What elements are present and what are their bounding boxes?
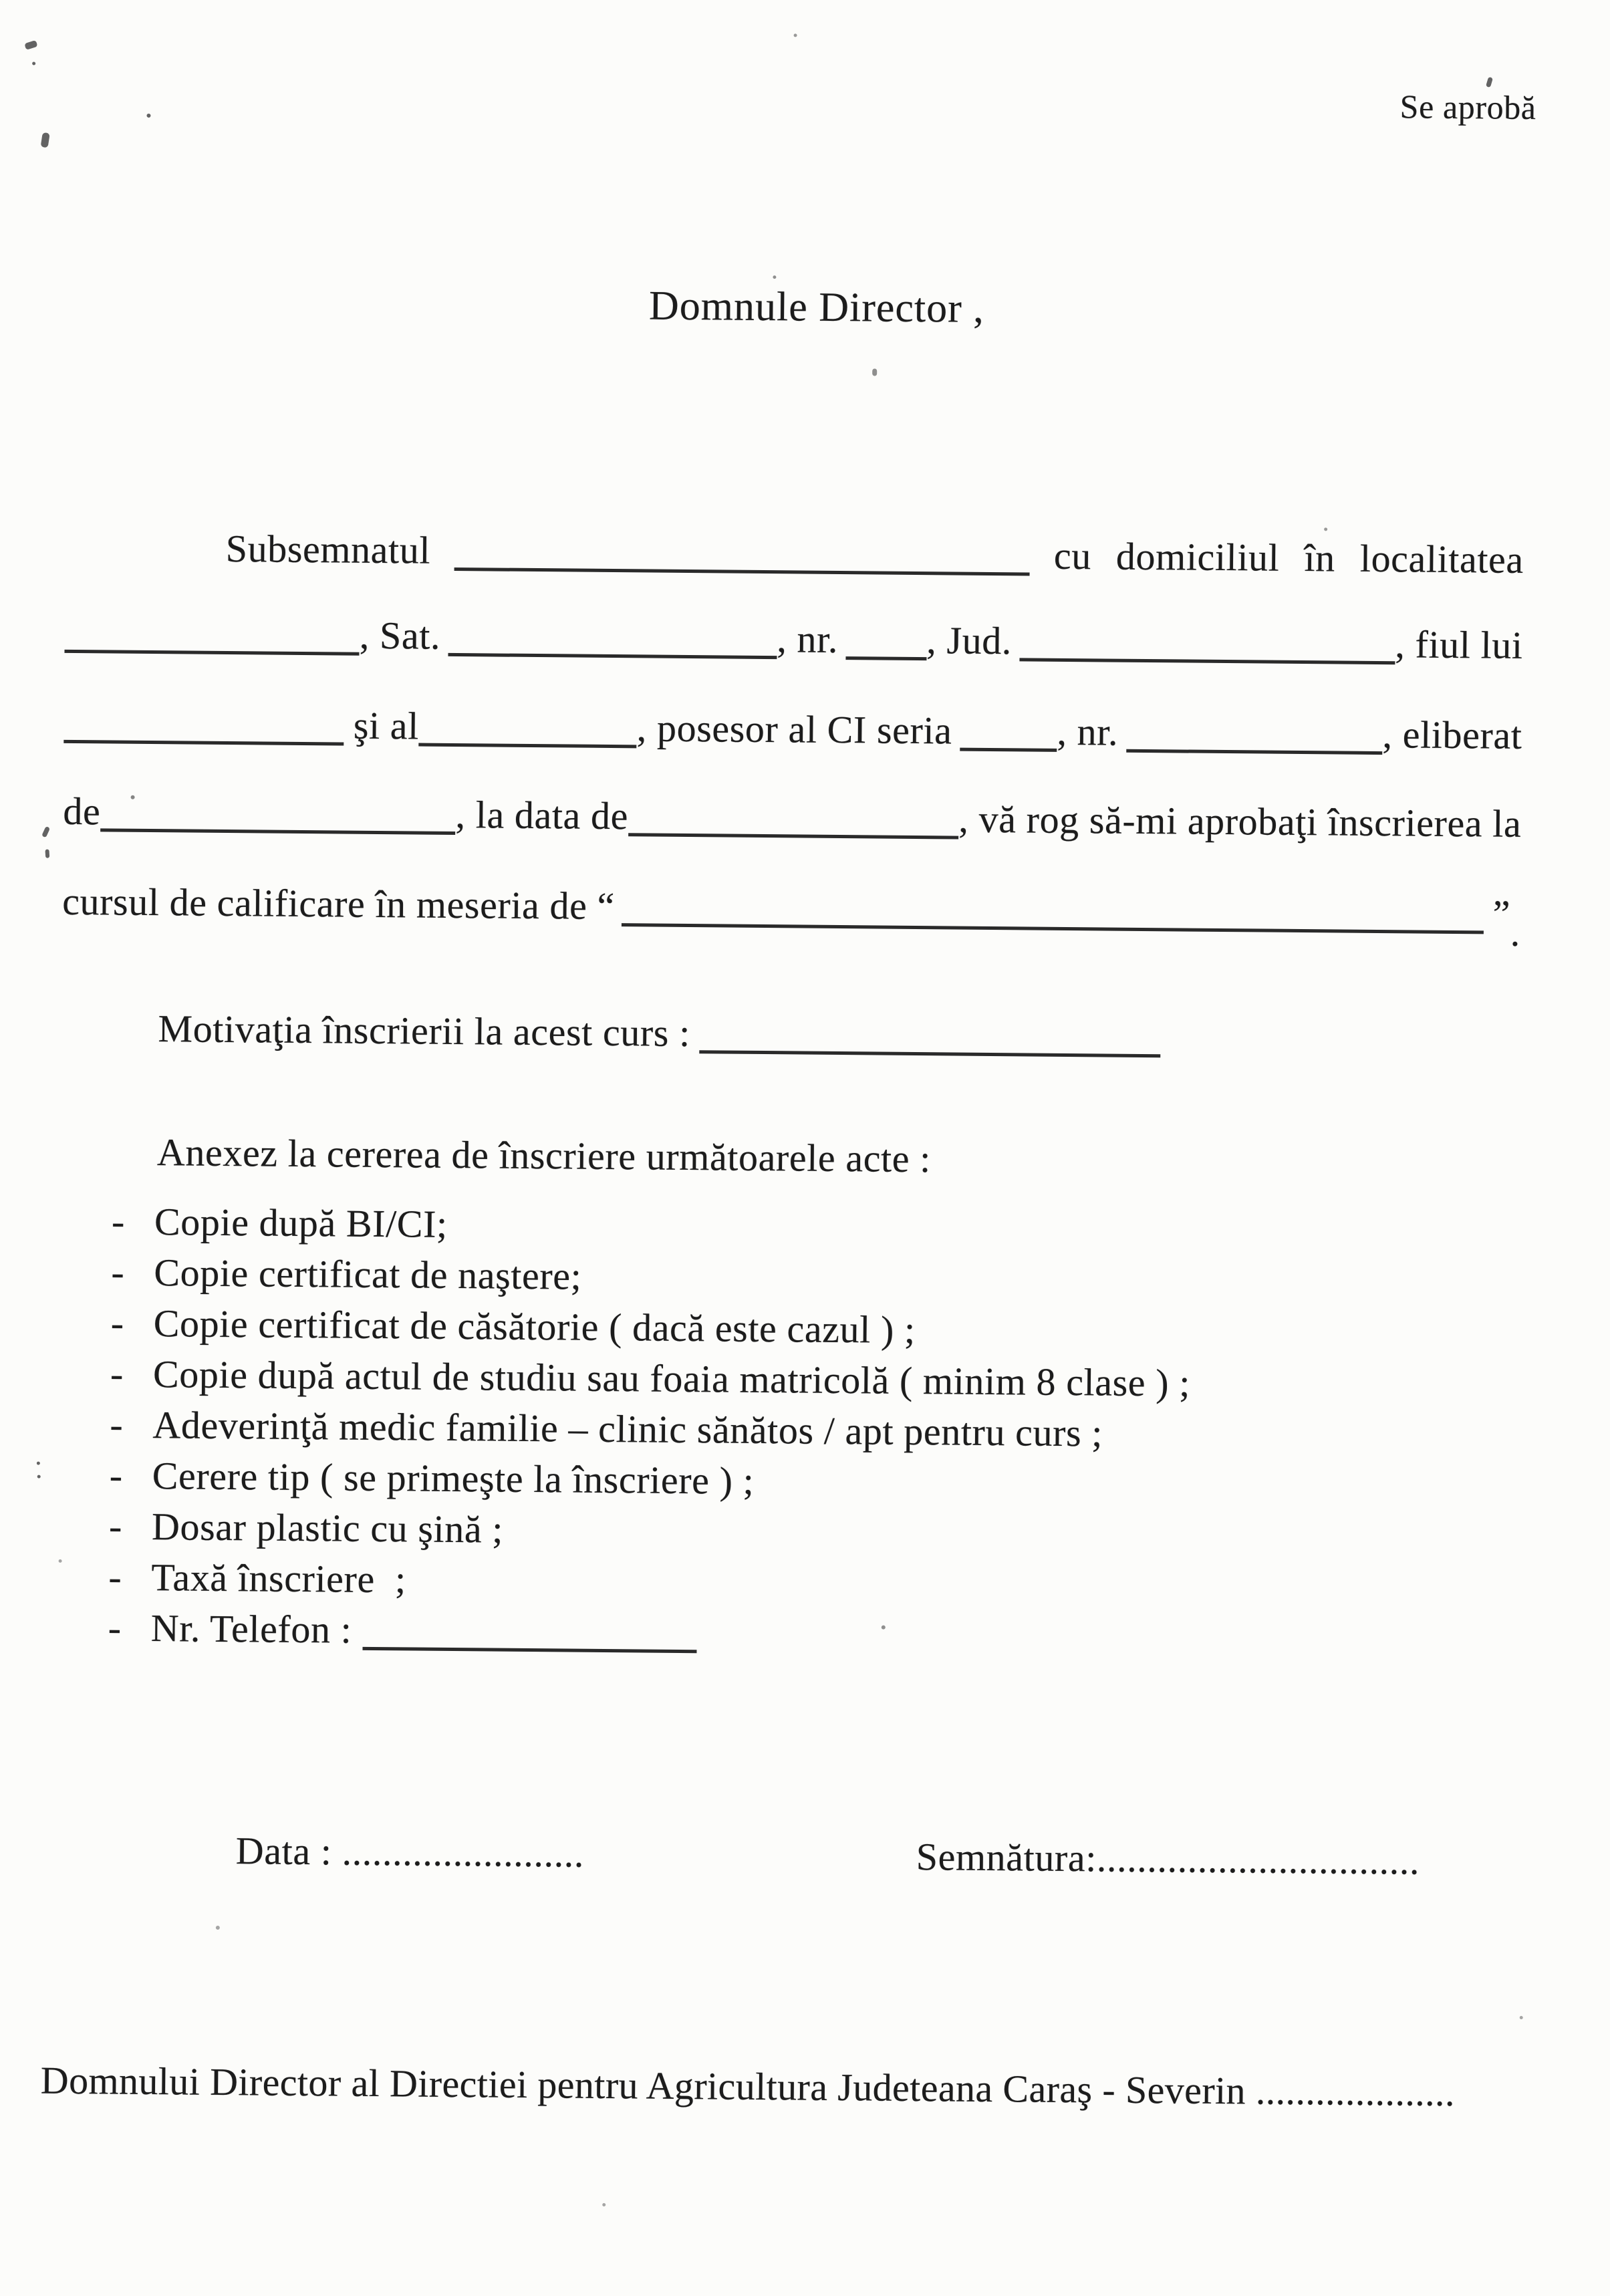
- line3-eliberat-label: , eliberat: [1382, 713, 1522, 757]
- scan-speck: [146, 114, 150, 118]
- scan-speck: [59, 1559, 62, 1563]
- list-item-label: Taxă înscriere ;: [151, 1555, 407, 1602]
- blank-field-issuer: [100, 820, 455, 835]
- dash-bullet: -: [111, 1199, 126, 1243]
- approval-stamp-label: Se aprobă: [1399, 88, 1536, 127]
- scan-speck: [37, 1475, 41, 1479]
- scan-speck: [872, 368, 877, 376]
- form-line-2: [64, 610, 1523, 669]
- blank-field-trade: [622, 915, 1484, 934]
- form-line-3: [63, 700, 1522, 759]
- line4-request-label: , vă rog să-mi aprobaţi înscrierea la: [958, 797, 1522, 846]
- closing-line: Domnului Director al Directiei pentru Agricultura Judeteana Caraş - Severin ....................: [40, 2058, 1456, 2115]
- dash-bullet: -: [110, 1301, 124, 1345]
- attachments-heading: Anexez la cererea de înscriere următoarele acte :: [156, 1130, 932, 1181]
- signature-label: Semnătura:................................: [916, 1835, 1420, 1883]
- dash-bullet: -: [110, 1402, 124, 1446]
- scan-speck: [32, 61, 35, 65]
- line3-nr-label: , nr.: [1057, 709, 1119, 754]
- form-line-5: [61, 878, 1521, 954]
- motivation-label: Motivaţia înscrierii la acest curs :: [158, 1007, 691, 1055]
- line2-nr-label: , nr.: [777, 617, 839, 661]
- dash-bullet: -: [108, 1504, 123, 1548]
- blank-field-village: [448, 645, 777, 659]
- scan-speck: [1520, 2016, 1523, 2019]
- line2-jud-label: , Jud.: [926, 618, 1013, 663]
- scan-speck: [37, 1462, 40, 1465]
- scan-speck: [131, 795, 135, 799]
- blank-field-issue-date: [628, 825, 959, 839]
- dash-bullet: -: [108, 1555, 122, 1599]
- scan-speck: [41, 132, 50, 148]
- scan-speck: [1324, 527, 1327, 531]
- date-label: Data : ........................: [235, 1829, 585, 1876]
- line4-ladata-label: , la data de: [455, 792, 629, 838]
- scan-speck: [24, 40, 37, 50]
- line1-label: Subsemnatul: [225, 526, 431, 572]
- form-line-1: [65, 524, 1524, 584]
- dash-bullet: -: [110, 1352, 124, 1396]
- list-item-label: Copie certificat de căsătorie ( dacă este cazul ) ;: [153, 1301, 916, 1352]
- scan-speck: [45, 849, 49, 858]
- list-item-label: Dosar plastic cu şină ;: [151, 1505, 504, 1551]
- line2-fiul-label: , fiul lui: [1395, 622, 1523, 667]
- dash-bullet: -: [108, 1606, 122, 1650]
- list-item-label: Adeverinţă medic familie – clinic sănătos / apt pentru curs ;: [152, 1403, 1103, 1455]
- line5-period: .: [1510, 910, 1521, 954]
- first-line-indent: [65, 560, 226, 561]
- scan-speck: [41, 826, 50, 838]
- line5-close-quote: ”: [1492, 892, 1511, 936]
- scan-speck: [216, 1926, 220, 1930]
- list-item-label: Copie după BI/CI;: [154, 1200, 448, 1246]
- blank-field-county: [1020, 650, 1395, 664]
- line5-course-label: cursul de calificare în meseria de “: [61, 879, 616, 928]
- list-item-label: Cerere tip ( se primeşte la înscriere ) ;: [152, 1454, 755, 1503]
- scan-speck: [773, 275, 776, 279]
- scan-speck: [794, 33, 797, 37]
- line1-tail: cu domiciliul în localitatea: [1053, 533, 1524, 582]
- list-item-label: Copie certificat de naştere;: [154, 1251, 582, 1298]
- scan-speck: [1486, 77, 1493, 88]
- attachments-list: [108, 1196, 1515, 1666]
- blank-field-ci-number: [1126, 741, 1383, 755]
- line3-ci-label: , posesor al CI seria: [636, 706, 952, 753]
- blank-field-locality: [64, 642, 359, 656]
- blank-field-number: [846, 648, 926, 660]
- blank-field-mother: [419, 735, 637, 749]
- line2-sat-label: , Sat.: [359, 613, 441, 658]
- line4-de-label: de: [63, 789, 101, 834]
- blank-field-phone: [362, 1639, 696, 1653]
- document-title: Domnule Director ,: [648, 283, 985, 332]
- blank-field-ci-series: [960, 740, 1057, 752]
- form-line-4: [63, 788, 1522, 848]
- dash-bullet: -: [109, 1453, 123, 1497]
- dash-bullet: -: [111, 1250, 125, 1294]
- blank-field-name: [454, 559, 1030, 576]
- list-item-label: Copie după actul de studiu sau foaia matricolă ( minim 8 clase ) ;: [152, 1352, 1191, 1405]
- line3-sial-label: şi al: [353, 703, 420, 748]
- scan-speck: [882, 1626, 886, 1630]
- motivation-row: [158, 1006, 1161, 1059]
- blank-field-motivation: [700, 1042, 1161, 1057]
- scan-speck: [602, 2203, 606, 2206]
- list-item-label: Nr. Telefon :: [150, 1606, 352, 1652]
- blank-field-father: [63, 732, 344, 746]
